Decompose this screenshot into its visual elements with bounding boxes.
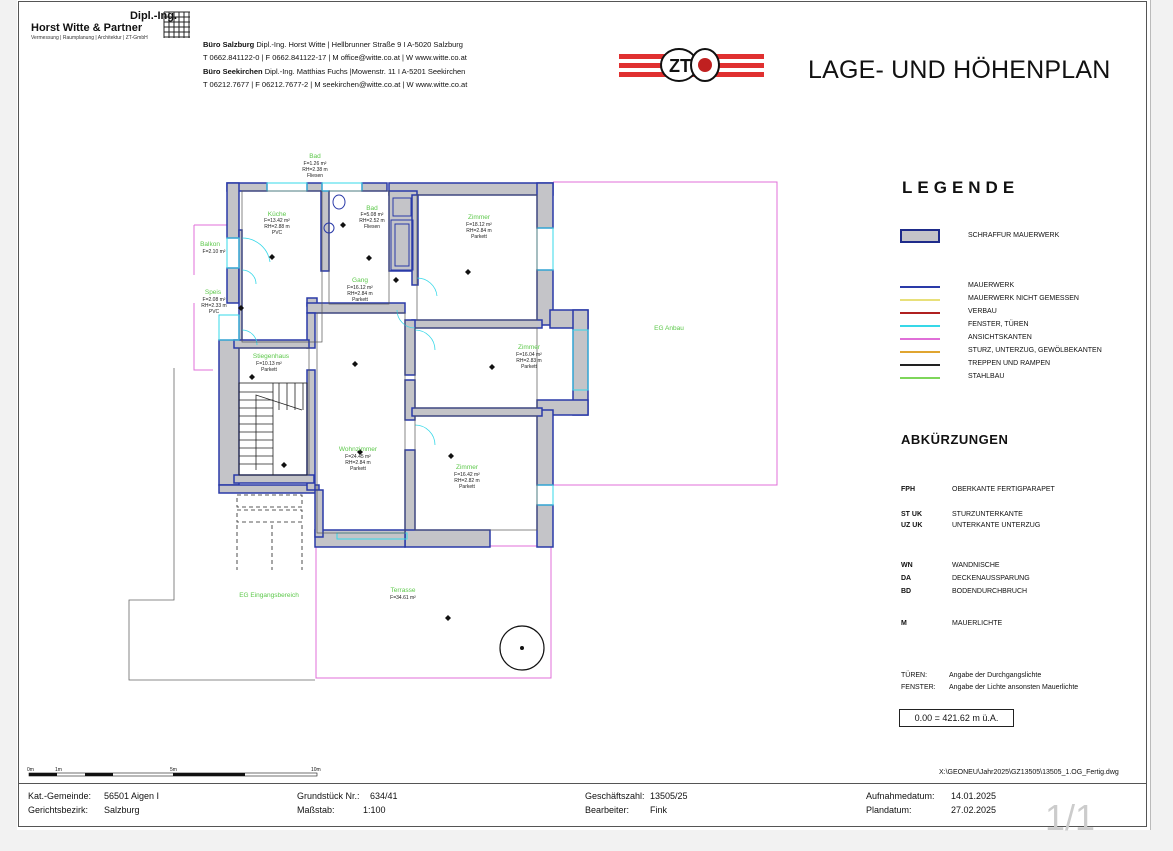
legend-label-hatch: SCHRAFFUR MAUERWERK (968, 232, 1060, 239)
room-1-floor: Fliesen (306, 173, 324, 179)
room-3-area: F=5.08 m² (360, 212, 384, 218)
scale-label-1: 1m (55, 767, 62, 773)
room-9-name: Stiegenhaus (252, 353, 290, 360)
legend-label: VERBAU (968, 308, 997, 315)
legend-row-fenster (900, 321, 1140, 331)
abbr-code: ST UK (901, 511, 922, 518)
legend-row-nicht-gemessen (900, 295, 1140, 305)
abbr-code: BD (901, 588, 912, 595)
room-6-height: RH=2.33 m (201, 303, 227, 309)
legend-row-mauerwerk (900, 282, 1140, 292)
room-8-height: RH=2.83 m (516, 358, 542, 364)
room-2-floor: PVC (271, 230, 283, 236)
footer-bearb-label: Bearbeiter: (585, 805, 630, 815)
legend-label: ANSICHTSKANTEN (968, 334, 1032, 341)
scale-label-0: 0m (27, 767, 34, 773)
firm-line-1: Dipl.-Ing. (129, 10, 177, 22)
room-2-height: RH=2.88 m (264, 224, 290, 230)
legend-label: STAHLBAU (968, 373, 1005, 380)
abbr-code: WN (901, 562, 913, 569)
legend-label: TREPPEN UND RAMPEN (968, 360, 1051, 367)
room-11-height: RH=2.82 m (454, 478, 480, 484)
legend-line (900, 299, 940, 301)
legend-row-verbau (900, 308, 1140, 318)
room-6-name: Speis (204, 289, 222, 296)
abbr-code: DA (901, 575, 912, 582)
footer-aufn-label: Aufnahmedatum: (866, 791, 935, 801)
footer-gz-label: Geschäftszahl: (585, 791, 645, 801)
abbr-text: UNTERKANTE UNTERZUG (952, 522, 1041, 529)
legend-line (900, 325, 940, 327)
abbr-row (901, 575, 1030, 582)
room-10-height: RH=2.84 m (345, 460, 371, 466)
room-10-area: F=24.45 m² (345, 454, 371, 460)
office1-address: Dipl.-Ing. Horst Witte | Hellbrunner Straße 9 I A-5020 Salzburg (256, 40, 463, 49)
abbreviations-title: ABKÜRZUNGEN (901, 432, 1009, 447)
abbr-code: FPH (901, 486, 915, 493)
footer-ger-value: Salzburg (104, 805, 140, 815)
footer-kat-value: 56501 Aigen I (104, 791, 160, 801)
page-title: LAGE- UND HÖHENPLAN (808, 56, 1111, 84)
legend-line (900, 351, 940, 353)
room-3-height: RH=2.52 m (359, 218, 385, 224)
note-fenster-label: FENSTER: (901, 684, 936, 691)
room-8-area: F=16.04 m² (516, 352, 542, 358)
room-12-area: F=34.61 m² (390, 595, 416, 601)
abbr-code: M (901, 620, 907, 627)
room-3-name: Bad (366, 205, 378, 212)
footer-plan-value: 27.02.2025 (951, 805, 997, 815)
legend-line (900, 364, 940, 366)
legend-label: MAUERWERK NICHT GEMESSEN (968, 295, 1079, 302)
legend-label: MAUERWERK (968, 282, 1015, 289)
room-9-area: F=10.13 m² (256, 361, 282, 367)
height-reference-box: 0.00 = 421.62 m ü.A. (899, 709, 1014, 727)
abbr-code: UZ UK (901, 522, 923, 529)
legend-title: LEGENDE (902, 178, 1020, 197)
scale-label-5: 5m (170, 767, 177, 773)
room-10-name: Wohnzimmer (338, 446, 378, 453)
office2-name: Büro Seekirchen (203, 67, 263, 76)
footer-bearb-value: Fink (650, 805, 668, 815)
room-2-name: Küche (267, 211, 287, 218)
legend-line (900, 312, 940, 314)
abbr-text: OBERKANTE FERTIGPARAPET (952, 486, 1055, 493)
room-5-area: F=2.10 m² (202, 249, 226, 255)
legend-row-treppen (900, 360, 1140, 370)
room-2-area: F=13.42 m² (264, 218, 290, 224)
footer-aufn-value: 14.01.2025 (951, 791, 997, 801)
room-10-floor: Parkett (350, 466, 366, 472)
scale-bar (27, 767, 321, 776)
title-block (18, 783, 1147, 827)
firm-services: Vermessung | Raumplanung | Architektur | ZT-GmbH (31, 35, 148, 41)
office1-name: Büro Salzburg (203, 40, 255, 49)
page-indicator: 1/1 (1045, 797, 1096, 838)
footer-kat-label: Kat.-Gemeinde: (28, 791, 92, 801)
legend-row-hatch (900, 229, 1140, 245)
room-12-name: Terrasse (390, 587, 416, 594)
room-11-name: Zimmer (455, 464, 479, 471)
room-6-area: F=2.08 m² (202, 297, 226, 303)
abbr-text: WANDNISCHE (952, 562, 1000, 569)
abbr-text: BODENDURCHBRUCH (952, 588, 1028, 595)
room-7-height: RH=2.84 m (347, 291, 373, 297)
room-6-floor: PVC (208, 309, 220, 315)
legend-line (900, 338, 940, 340)
room-9-floor: Parkett (261, 367, 277, 373)
legend-swatch-hatch (900, 229, 940, 243)
abbr-row (901, 511, 1023, 518)
legend-label: FENSTER, TÜREN (968, 321, 1029, 328)
abbr-row (901, 588, 1027, 595)
office2-contact: T 06212.7677 | F 06212.7677-2 | M seekirchen@witte.co.at | W www.witte.co.at (203, 80, 468, 89)
room-11-area: F=16.42 m² (454, 472, 480, 478)
footer-plan-label: Plandatum: (866, 805, 912, 815)
room-7-area: F=16.12 m² (347, 285, 373, 291)
abbr-row (901, 486, 1055, 493)
room-8-floor: Parkett (521, 364, 537, 370)
note-fenster-text: Angabe der Lichte ansonsten Mauerlichte (949, 684, 1079, 691)
abbr-text: STURZUNTERKANTE (952, 511, 1023, 518)
office1-contact: T 0662.841122-0 | F 0662.841122-17 | M office@witte.co.at | W www.witte.co.at (203, 53, 467, 62)
abbr-row (901, 562, 1000, 569)
room-1-name: Bad (309, 153, 321, 160)
abbr-row (901, 522, 1040, 529)
floor-plan (17, 0, 897, 780)
abbr-text: MAUERLICHTE (952, 620, 1003, 627)
room-4-name: Zimmer (467, 214, 491, 221)
office2-address: Dipl.-Ing. Matthias Fuchs |Mowenstr. 11 I A-5201 Seekirchen (264, 67, 466, 76)
zt-logo-text: ZT (669, 56, 691, 76)
note-tueren-label: TÜREN: (901, 672, 928, 679)
room-1-height: RH=2.38 m (302, 167, 328, 173)
legend-line (900, 377, 940, 379)
legend-line (900, 286, 940, 288)
abbr-text: DECKENAUSSPARUNG (952, 575, 1030, 582)
eg-eingang-label: EG Eingangsbereich (239, 592, 299, 599)
room-7-name: Gang (352, 277, 368, 284)
footer-ger-label: Gerichtsbezirk: (28, 805, 89, 815)
room-4-height: RH=2.84 m (466, 228, 492, 234)
footer-mass-value: 1:100 (363, 805, 386, 815)
room-11-floor: Parkett (459, 484, 475, 490)
room-4-area: F=18.12 m² (466, 222, 492, 228)
eg-anbau-label: EG Anbau (654, 325, 684, 332)
room-1-area: F=1.26 m² (303, 161, 327, 167)
file-path: X:\GEONEU\Jahr2025\GZ13505\13505_1.OG_Fertig.dwg (939, 769, 1119, 776)
room-3-floor: Fliesen (363, 224, 381, 230)
plan-sheet (17, 0, 1151, 830)
room-4-floor: Parkett (471, 234, 487, 240)
legend-row-sturz (900, 347, 1140, 357)
footer-gz-value: 13505/25 (650, 791, 688, 801)
note-tueren-text: Angabe der Durchgangslichte (949, 672, 1042, 679)
room-8-name: Zimmer (517, 344, 541, 351)
footer-mass-label: Maßstab: (297, 805, 335, 815)
legend-label: STURZ, UNTERZUG, GEWÖLBEKANTEN (968, 347, 1102, 354)
abbr-row (901, 620, 1002, 627)
firm-name: Horst Witte & Partner (31, 22, 143, 34)
room-7-floor: Parkett (352, 297, 368, 303)
room-5-name: Balkon (200, 241, 220, 248)
scale-label-10: 10m (311, 767, 321, 773)
footer-grund-value: 634/41 (370, 791, 398, 801)
legend-row-ansicht (900, 334, 1140, 344)
footer-grund-label: Grundstück Nr.: (297, 791, 360, 801)
legend-row-stahlbau (900, 373, 1140, 383)
